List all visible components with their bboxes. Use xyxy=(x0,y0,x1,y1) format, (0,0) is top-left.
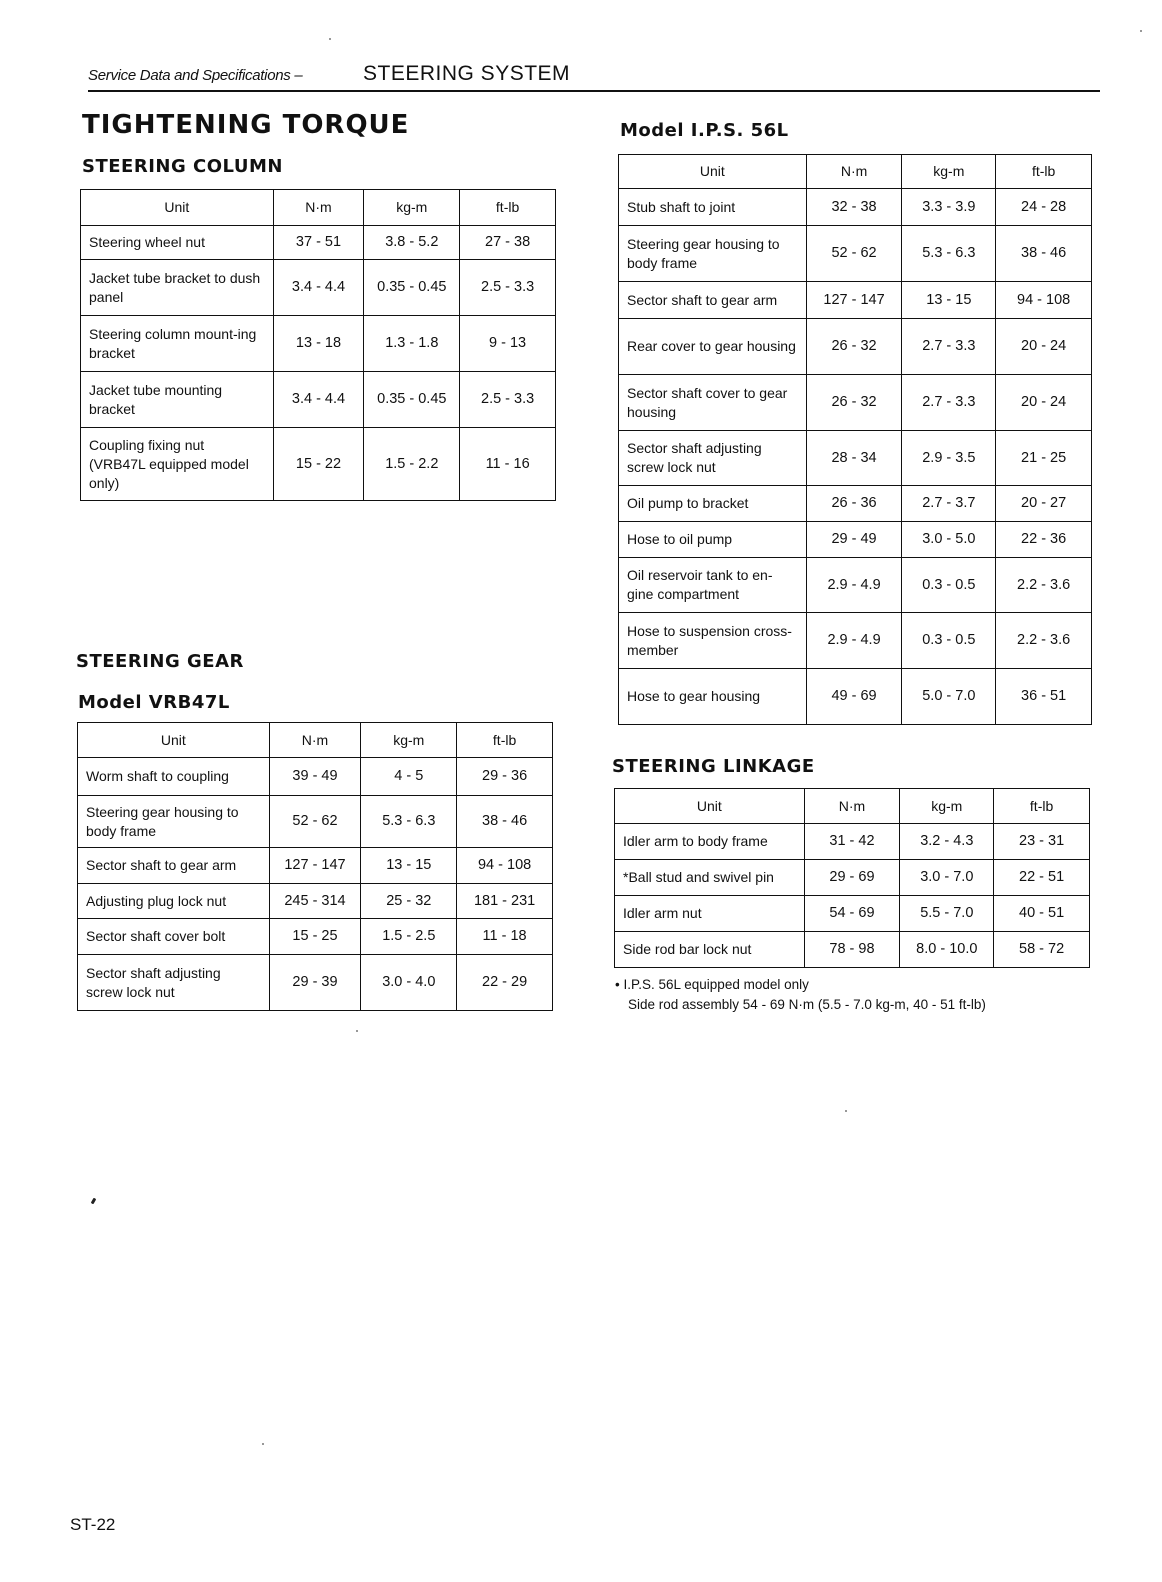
cell-unit: Coupling fixing nut (VRB47L equipped model only) xyxy=(81,428,274,501)
cell-unit: Sector shaft adjusting screw lock nut xyxy=(619,431,807,486)
steering-linkage-table xyxy=(614,788,1090,968)
cell-nm: 15 - 22 xyxy=(273,428,364,501)
table-row xyxy=(81,260,556,316)
col-header-unit: Unit xyxy=(78,723,270,758)
cell-kgm: 4 - 5 xyxy=(361,758,457,796)
table-row xyxy=(615,824,1090,860)
cell-unit: Sector shaft to gear arm xyxy=(619,282,807,319)
col-header-nm: N·m xyxy=(806,155,902,189)
cell-ftlb: 22 - 36 xyxy=(996,522,1092,558)
table-row xyxy=(78,919,553,955)
cell-ftlb: 9 - 13 xyxy=(460,316,556,372)
cell-nm: 127 - 147 xyxy=(269,848,361,884)
cell-unit: Jacket tube mounting bracket xyxy=(81,372,274,428)
cell-nm: 78 - 98 xyxy=(804,932,900,968)
header-subtitle: Service Data and Specifications – xyxy=(88,67,303,84)
cell-unit: *Ball stud and swivel pin xyxy=(615,860,805,896)
cell-ftlb: 21 - 25 xyxy=(996,431,1092,486)
cell-ftlb: 2.5 - 3.3 xyxy=(460,372,556,428)
cell-kgm: 2.7 - 3.3 xyxy=(902,319,996,375)
header-title: STEERING SYSTEM xyxy=(363,62,571,85)
cell-unit: Hose to oil pump xyxy=(619,522,807,558)
page-number: ST-22 xyxy=(70,1515,116,1534)
cell-nm: 29 - 49 xyxy=(806,522,902,558)
col-header-nm: N·m xyxy=(273,190,364,226)
cell-nm: 26 - 32 xyxy=(806,375,902,431)
col-header-unit: Unit xyxy=(619,155,807,189)
col-header-unit: Unit xyxy=(615,789,805,824)
cell-ftlb: 11 - 16 xyxy=(460,428,556,501)
cell-ftlb: 22 - 29 xyxy=(457,955,553,1011)
table-header-row xyxy=(81,190,556,226)
col-header-unit: Unit xyxy=(81,190,274,226)
table-row xyxy=(619,319,1092,375)
cell-ftlb: 20 - 24 xyxy=(996,375,1092,431)
col-header-ftlb: ft-lb xyxy=(457,723,553,758)
cell-unit: Idler arm to body frame xyxy=(615,824,805,860)
cell-nm: 127 - 147 xyxy=(806,282,902,319)
cell-unit: Sector shaft cover bolt xyxy=(78,919,270,955)
table-row xyxy=(615,932,1090,968)
cell-ftlb: 40 - 51 xyxy=(994,896,1090,932)
cell-nm: 54 - 69 xyxy=(804,896,900,932)
model-vrb47l-title: Model VRB47L xyxy=(78,692,230,713)
table-row xyxy=(619,375,1092,431)
cell-unit: Hose to gear housing xyxy=(619,669,807,725)
cell-ftlb: 20 - 27 xyxy=(996,486,1092,522)
cell-nm: 31 - 42 xyxy=(804,824,900,860)
table-row xyxy=(619,189,1092,226)
cell-ftlb: 29 - 36 xyxy=(457,758,553,796)
cell-ftlb: 24 - 28 xyxy=(996,189,1092,226)
table-row xyxy=(619,282,1092,319)
cell-kgm: 5.3 - 6.3 xyxy=(361,796,457,848)
steering-column-title: STEERING COLUMN xyxy=(82,156,283,177)
cell-unit: Sector shaft cover to gear housing xyxy=(619,375,807,431)
cell-unit: Oil reservoir tank to en-gine compartment xyxy=(619,558,807,613)
cell-ftlb: 2.2 - 3.6 xyxy=(996,613,1092,669)
cell-unit: Worm shaft to coupling xyxy=(78,758,270,796)
cell-ftlb: 38 - 46 xyxy=(996,226,1092,282)
col-header-ftlb: ft-lb xyxy=(994,789,1090,824)
cell-unit: Stub shaft to joint xyxy=(619,189,807,226)
table-row xyxy=(619,522,1092,558)
cell-ftlb: 20 - 24 xyxy=(996,319,1092,375)
cell-kgm: 1.3 - 1.8 xyxy=(364,316,460,372)
cell-nm: 32 - 38 xyxy=(806,189,902,226)
scan-speck xyxy=(1140,30,1142,32)
cell-kgm: 0.3 - 0.5 xyxy=(902,558,996,613)
steering-gear-table xyxy=(77,722,553,1011)
cell-nm: 49 - 69 xyxy=(806,669,902,725)
cell-ftlb: 38 - 46 xyxy=(457,796,553,848)
cell-ftlb: 2.2 - 3.6 xyxy=(996,558,1092,613)
table-row xyxy=(78,848,553,884)
cell-nm: 29 - 39 xyxy=(269,955,361,1011)
scan-speck xyxy=(91,1198,97,1205)
table-row xyxy=(81,316,556,372)
cell-ftlb: 94 - 108 xyxy=(457,848,553,884)
cell-nm: 52 - 62 xyxy=(269,796,361,848)
table-row xyxy=(619,558,1092,613)
col-header-kgm: kg-m xyxy=(902,155,996,189)
cell-kgm: 5.5 - 7.0 xyxy=(900,896,994,932)
table-row xyxy=(615,860,1090,896)
cell-ftlb: 94 - 108 xyxy=(996,282,1092,319)
table-row xyxy=(78,884,553,919)
cell-kgm: 13 - 15 xyxy=(902,282,996,319)
scan-speck xyxy=(329,38,331,40)
cell-nm: 37 - 51 xyxy=(273,226,364,260)
cell-kgm: 3.8 - 5.2 xyxy=(364,226,460,260)
model-ips-title: Model I.P.S. 56L xyxy=(620,120,789,141)
table-row xyxy=(81,226,556,260)
col-header-ftlb: ft-lb xyxy=(460,190,556,226)
cell-nm: 2.9 - 4.9 xyxy=(806,613,902,669)
cell-kgm: 3.0 - 5.0 xyxy=(902,522,996,558)
table-row xyxy=(81,372,556,428)
cell-nm: 29 - 69 xyxy=(804,860,900,896)
cell-unit: Adjusting plug lock nut xyxy=(78,884,270,919)
cell-unit: Rear cover to gear housing xyxy=(619,319,807,375)
col-header-nm: N·m xyxy=(804,789,900,824)
linkage-footnote-1: • I.P.S. 56L equipped model only xyxy=(615,977,809,992)
cell-nm: 39 - 49 xyxy=(269,758,361,796)
linkage-footnote-2: Side rod assembly 54 - 69 N·m (5.5 - 7.0 kg-m, 40 - 51 ft-lb) xyxy=(628,997,986,1012)
steering-gear-title: STEERING GEAR xyxy=(76,651,244,672)
cell-kgm: 8.0 - 10.0 xyxy=(900,932,994,968)
table-header-row xyxy=(78,723,553,758)
cell-ftlb: 36 - 51 xyxy=(996,669,1092,725)
cell-kgm: 0.3 - 0.5 xyxy=(902,613,996,669)
cell-unit: Idler arm nut xyxy=(615,896,805,932)
cell-ftlb: 11 - 18 xyxy=(457,919,553,955)
table-row xyxy=(619,613,1092,669)
table-row xyxy=(615,896,1090,932)
col-header-ftlb: ft-lb xyxy=(996,155,1092,189)
cell-kgm: 2.7 - 3.7 xyxy=(902,486,996,522)
cell-kgm: 3.0 - 4.0 xyxy=(361,955,457,1011)
scan-speck xyxy=(845,1110,847,1112)
steering-linkage-title: STEERING LINKAGE xyxy=(612,756,815,777)
cell-unit: Side rod bar lock nut xyxy=(615,932,805,968)
cell-unit: Jacket tube bracket to dush panel xyxy=(81,260,274,316)
cell-nm: 3.4 - 4.4 xyxy=(273,372,364,428)
table-header-row xyxy=(615,789,1090,824)
cell-nm: 3.4 - 4.4 xyxy=(273,260,364,316)
cell-unit: Steering column mount-ing bracket xyxy=(81,316,274,372)
cell-kgm: 0.35 - 0.45 xyxy=(364,260,460,316)
cell-nm: 2.9 - 4.9 xyxy=(806,558,902,613)
cell-kgm: 0.35 - 0.45 xyxy=(364,372,460,428)
scan-speck xyxy=(262,1443,264,1445)
cell-unit: Steering wheel nut xyxy=(81,226,274,260)
cell-ftlb: 27 - 38 xyxy=(460,226,556,260)
cell-unit: Sector shaft adjusting screw lock nut xyxy=(78,955,270,1011)
cell-ftlb: 2.5 - 3.3 xyxy=(460,260,556,316)
cell-unit: Steering gear housing to body frame xyxy=(78,796,270,848)
cell-kgm: 2.9 - 3.5 xyxy=(902,431,996,486)
table-row xyxy=(78,758,553,796)
cell-kgm: 3.3 - 3.9 xyxy=(902,189,996,226)
col-header-nm: N·m xyxy=(269,723,361,758)
cell-unit: Oil pump to bracket xyxy=(619,486,807,522)
cell-unit: Steering gear housing to body frame xyxy=(619,226,807,282)
cell-kgm: 1.5 - 2.5 xyxy=(361,919,457,955)
col-header-kgm: kg-m xyxy=(361,723,457,758)
scan-speck xyxy=(356,1030,358,1032)
cell-ftlb: 23 - 31 xyxy=(994,824,1090,860)
cell-nm: 15 - 25 xyxy=(269,919,361,955)
cell-nm: 52 - 62 xyxy=(806,226,902,282)
table-row xyxy=(78,796,553,848)
table-row xyxy=(619,226,1092,282)
cell-kgm: 13 - 15 xyxy=(361,848,457,884)
table-row xyxy=(81,428,556,501)
cell-nm: 245 - 314 xyxy=(269,884,361,919)
cell-nm: 28 - 34 xyxy=(806,431,902,486)
cell-kgm: 5.0 - 7.0 xyxy=(902,669,996,725)
cell-kgm: 3.2 - 4.3 xyxy=(900,824,994,860)
cell-ftlb: 58 - 72 xyxy=(994,932,1090,968)
col-header-kgm: kg-m xyxy=(900,789,994,824)
cell-unit: Sector shaft to gear arm xyxy=(78,848,270,884)
col-header-kgm: kg-m xyxy=(364,190,460,226)
section-title: TIGHTENING TORQUE xyxy=(82,110,410,140)
cell-kgm: 25 - 32 xyxy=(361,884,457,919)
table-row xyxy=(619,486,1092,522)
steering-column-table xyxy=(80,189,556,501)
table-row xyxy=(78,955,553,1011)
cell-kgm: 3.0 - 7.0 xyxy=(900,860,994,896)
cell-kgm: 2.7 - 3.3 xyxy=(902,375,996,431)
cell-kgm: 5.3 - 6.3 xyxy=(902,226,996,282)
cell-nm: 26 - 32 xyxy=(806,319,902,375)
page-header xyxy=(88,60,1100,92)
cell-ftlb: 22 - 51 xyxy=(994,860,1090,896)
cell-unit: Hose to suspension cross-member xyxy=(619,613,807,669)
table-row xyxy=(619,431,1092,486)
table-header-row xyxy=(619,155,1092,189)
cell-nm: 26 - 36 xyxy=(806,486,902,522)
cell-kgm: 1.5 - 2.2 xyxy=(364,428,460,501)
cell-nm: 13 - 18 xyxy=(273,316,364,372)
cell-ftlb: 181 - 231 xyxy=(457,884,553,919)
table-row xyxy=(619,669,1092,725)
model-ips-table xyxy=(618,154,1092,725)
